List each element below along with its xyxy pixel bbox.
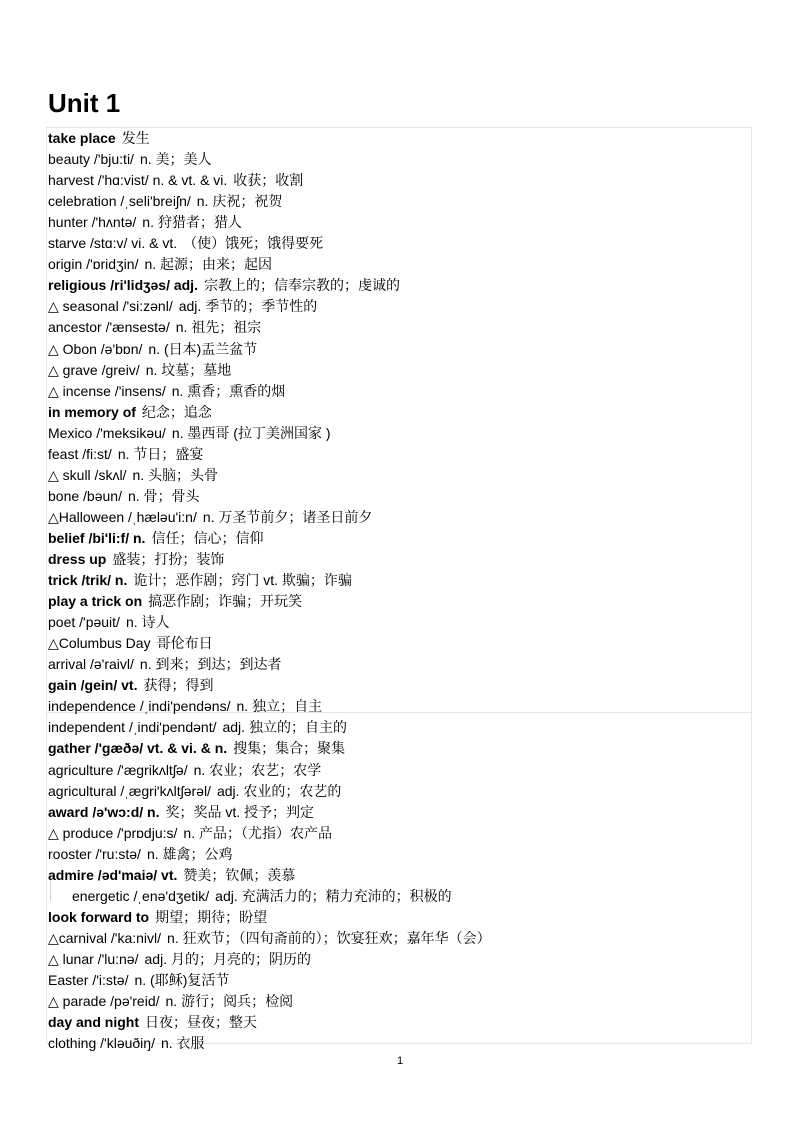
vocabulary-entry <box>48 191 282 212</box>
vocabulary-entry <box>48 865 295 886</box>
vocabulary-entry <box>48 296 317 317</box>
vocabulary-entry <box>48 633 213 654</box>
entry-term: bone /bəun/ <box>48 487 122 504</box>
entry-term: gather /'ɡæðə/ vt. & vi. & n. <box>48 740 228 757</box>
vocabulary-entry <box>48 802 314 823</box>
entry-term: independence /ˌindi'pendəns/ <box>48 698 231 715</box>
entry-meaning: adj. 季节的；季节性的 <box>178 298 318 315</box>
entry-meaning: 诡计；恶作剧；窍门 vt. 欺骗；诈骗 <box>133 572 352 589</box>
entry-meaning: n. 墨西哥 (拉丁美洲国家 ) <box>171 424 331 441</box>
entry-meaning: （使）饿死；饿得要死 <box>183 235 324 252</box>
entry-term: agricultural /ˌæɡri'kʌltʃərəl/ <box>48 782 211 799</box>
vocabulary-entry <box>48 717 347 738</box>
vocabulary-entry <box>48 170 303 191</box>
entry-meaning: 盛装；打扮；装饰 <box>112 551 225 567</box>
vocabulary-entry <box>48 444 203 465</box>
entry-meaning: n. 坟墓；墓地 <box>145 361 232 378</box>
entry-meaning: n. 游行；阅兵；检阅 <box>165 993 294 1010</box>
page-title: Unit 1 <box>48 88 121 118</box>
vocabulary-entry <box>48 360 231 381</box>
entry-meaning: adj. 月的；月亮的；阴历的 <box>144 950 311 967</box>
entry-term: harvest /'hɑ:vist/ n. & vt. & vi. <box>48 172 228 189</box>
entry-term: take place <box>48 130 116 146</box>
entry-meaning: n. 狂欢节；（四旬斋前的）；饮宴狂欢；嘉年华（会） <box>167 929 491 946</box>
vocabulary-entry <box>48 549 224 570</box>
vocabulary-entry <box>48 738 345 759</box>
entry-term: belief /bi'li:f/ n. <box>48 529 146 546</box>
entry-term: △ incense /'insens/ <box>48 382 166 399</box>
entry-meaning: n. 独立；自主 <box>236 698 323 715</box>
entry-meaning: n. 骨；骨头 <box>127 487 200 504</box>
entry-meaning: n. 狩猎者；猎人 <box>142 214 242 231</box>
entry-term: day and night <box>48 1014 139 1031</box>
entry-meaning: n. (日本)盂兰盆节 <box>148 340 258 357</box>
entry-meaning: n. 万圣节前夕；诸圣日前夕 <box>202 508 373 525</box>
entry-term: in memory of <box>48 403 136 420</box>
vocabulary-entry <box>48 233 323 254</box>
entry-term: play a trick on <box>48 593 143 610</box>
vocabulary-entry <box>48 760 321 781</box>
entry-meaning: 信任；信心；信仰 <box>151 529 264 546</box>
vocabulary-entry <box>48 339 257 360</box>
entry-meaning: n. 熏香；熏香的烟 <box>171 382 286 399</box>
vocabulary-entry <box>48 823 332 844</box>
entry-term: △ seasonal /'si:zənl/ <box>48 298 173 315</box>
vocabulary-entry <box>48 149 212 170</box>
entry-meaning: n. 起源；由来；起因 <box>144 256 273 273</box>
vocabulary-entry <box>48 928 491 949</box>
entry-term: △ parade /pə'reid/ <box>48 993 160 1010</box>
entry-term: hunter /'hʌntə/ <box>48 214 137 231</box>
entry-meaning: n. 雄禽；公鸡 <box>146 845 233 862</box>
vocabulary-entry <box>48 317 261 338</box>
entry-meaning: n. 祖先；祖宗 <box>175 319 262 336</box>
entry-term: independent /ˌindi'pendənt/ <box>48 719 217 736</box>
entry-term: △ produce /'prɒdju:s/ <box>48 824 178 841</box>
entry-term: ancestor /'ænsestə/ <box>48 319 170 336</box>
vocabulary-entry <box>48 465 218 486</box>
entry-meaning: n. 诗人 <box>125 614 170 631</box>
vocabulary-entry <box>48 381 285 402</box>
vocabulary-entry <box>48 654 282 675</box>
entry-term: admire /əd'maiə/ vt. <box>48 866 178 883</box>
entry-meaning: 赞美；钦佩；羡慕 <box>183 866 296 883</box>
entry-term: starve /stɑ:v/ vi. & vt. <box>48 235 178 252</box>
vocabulary-entry <box>72 886 452 907</box>
vocabulary-entry <box>48 675 213 696</box>
entry-meaning: n. 庆祝；祝贺 <box>196 193 283 210</box>
entry-meaning: adj. 农业的；农艺的 <box>216 782 342 799</box>
entry-term: beauty /'bju:ti/ <box>48 151 134 168</box>
entry-meaning: 期望；期待；盼望 <box>155 908 268 925</box>
entry-term: religious /ri'lidʒəs/ adj. <box>48 277 198 294</box>
entry-meaning: n. 衣服 <box>160 1035 205 1052</box>
vocabulary-entry <box>48 696 322 717</box>
entry-term: energetic /ˌenə'dʒetik/ <box>72 887 210 904</box>
entry-term: Easter /'i:stə/ <box>48 972 129 988</box>
vocabulary-entry <box>48 254 272 275</box>
entry-term: origin /'ɒridʒin/ <box>48 256 139 273</box>
entry-term: arrival /ə'raivl/ <box>48 656 134 673</box>
vocabulary-entry <box>48 781 341 802</box>
entry-meaning: 日夜；昼夜；整天 <box>145 1014 257 1031</box>
vocabulary-entry <box>48 612 170 633</box>
entry-term: clothing /'kləuðiŋ/ <box>48 1035 155 1052</box>
entry-meaning: 奖；奖品 vt. 授予；判定 <box>165 803 315 820</box>
vocabulary-entry <box>48 486 200 507</box>
vocabulary-entry <box>48 570 352 591</box>
vocabulary-entry <box>48 949 311 970</box>
entry-meaning: n. 产品；（尤指）农产品 <box>183 824 332 841</box>
entry-term: Mexico /'meksikəu/ <box>48 424 166 441</box>
vocabulary-entry <box>48 591 302 612</box>
entry-meaning: 纪念；追念 <box>141 403 212 420</box>
vocabulary-entry <box>48 402 212 423</box>
entry-term: △Columbus Day <box>48 635 151 652</box>
vocabulary-entry <box>48 423 331 444</box>
entry-meaning: n. 节日；盛宴 <box>117 445 204 462</box>
vocabulary-entry <box>48 507 372 528</box>
entry-term: feast /fi:st/ <box>48 445 112 462</box>
entry-meaning: 搜集；集合；聚集 <box>233 740 346 757</box>
entry-term: celebration /ˌseli'breiʃn/ <box>48 193 191 210</box>
entry-meaning: n. 头脑；头骨 <box>132 466 219 483</box>
entry-term: △ grave /ɡreiv/ <box>48 361 140 378</box>
vocabulary-entry <box>48 275 400 296</box>
entry-meaning: adj. 独立的；自主的 <box>222 719 347 736</box>
entry-term: △Halloween /ˌhæləu'i:n/ <box>48 508 197 525</box>
vocabulary-entry <box>48 528 263 549</box>
entry-term: △carnival /'ka:nivl/ <box>48 929 162 946</box>
vocabulary-entry <box>48 970 229 991</box>
entry-meaning: n. (耶稣)复活节 <box>134 972 230 988</box>
vocabulary-entry <box>48 991 293 1012</box>
entry-term: △ Obon /ə'bɒn/ <box>48 340 143 357</box>
vocabulary-entry <box>48 844 233 865</box>
vocabulary-entry <box>48 1012 257 1033</box>
entry-meaning: 获得；得到 <box>143 677 214 694</box>
entry-meaning: 收获；收割 <box>233 172 304 189</box>
entry-meaning: 搞恶作剧；诈骗；开玩笑 <box>148 593 303 610</box>
entry-meaning: 宗教上的；信奉宗教的；虔诚的 <box>203 277 400 294</box>
entry-term: trick /trik/ n. <box>48 572 128 589</box>
page-number: 1 <box>396 1055 404 1067</box>
entry-term: rooster /'ru:stə/ <box>48 845 141 862</box>
entry-term: look forward to <box>48 908 150 925</box>
entry-term: gain /ɡein/ vt. <box>48 677 138 694</box>
entry-meaning: n. 到来；到达；到达者 <box>139 656 282 673</box>
entry-meaning: adj. 充满活力的；精力充沛的；积极的 <box>215 887 452 904</box>
entry-term: △ skull /skʌl/ <box>48 466 127 483</box>
entry-term: agriculture /'æɡrikʌltʃə/ <box>48 761 188 778</box>
vocabulary-entry <box>48 1033 205 1054</box>
entry-meaning: n. 农业；农艺；农学 <box>193 761 322 778</box>
vocabulary-entry <box>48 907 267 928</box>
entry-term: dress up <box>48 551 107 567</box>
entry-term: poet /'pəuit/ <box>48 614 120 631</box>
entry-term: △ lunar /'lu:nə/ <box>48 950 139 967</box>
entry-meaning: n. 美；美人 <box>139 151 212 168</box>
vocabulary-entry <box>48 128 150 149</box>
entry-term: award /ə'wɔ:d/ n. <box>48 803 160 820</box>
entry-meaning: 哥伦布日 <box>156 635 213 652</box>
vocabulary-entry <box>48 212 242 233</box>
entry-meaning: 发生 <box>121 130 150 146</box>
